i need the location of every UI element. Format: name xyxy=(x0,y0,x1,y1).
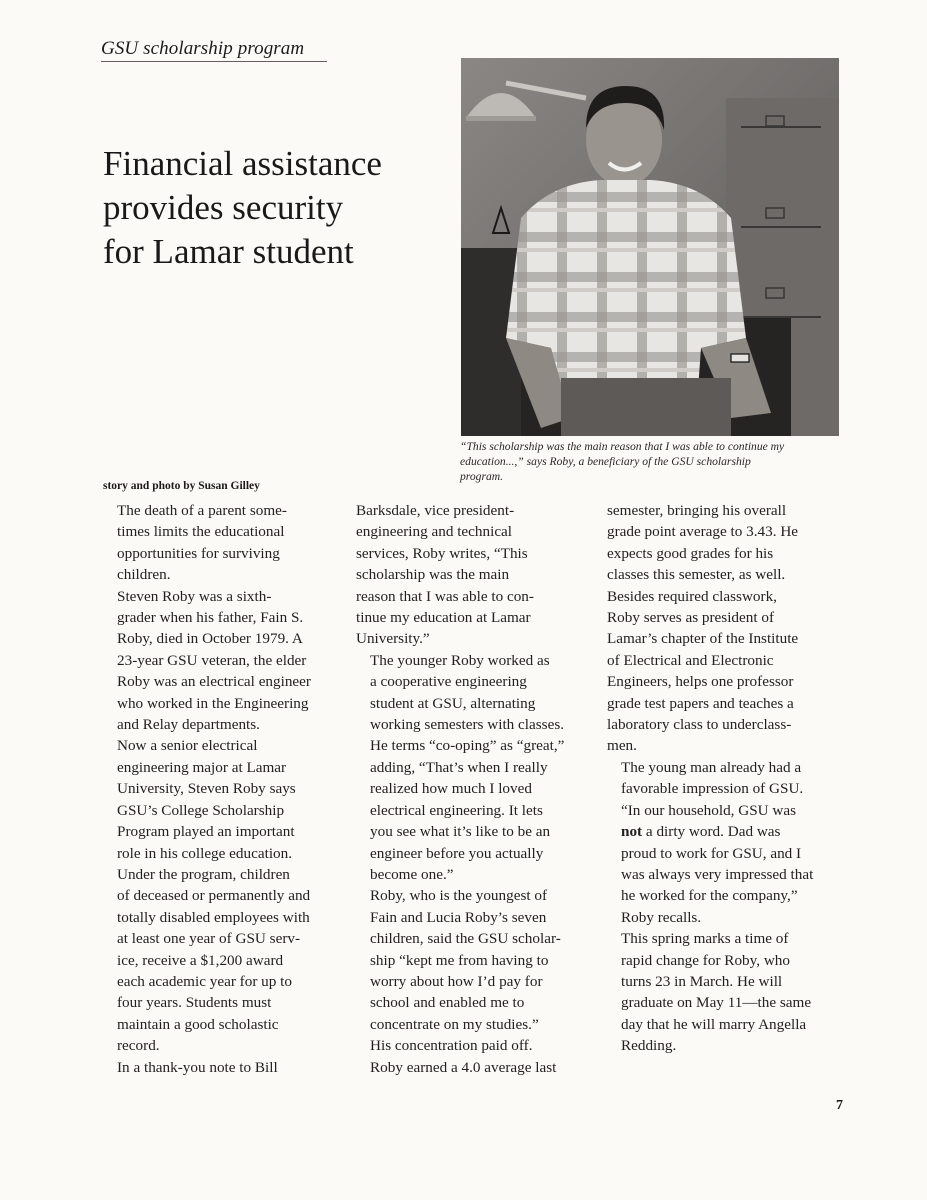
text-line: Steven Roby was a sixth- xyxy=(117,587,272,605)
text-line: expects good grades for his xyxy=(607,544,774,562)
text-line: who worked in the Engineering xyxy=(117,694,309,712)
text-line: services, Roby writes, “This xyxy=(356,544,528,562)
article-column-1 xyxy=(103,500,343,1078)
text-line: semester, bringing his overall xyxy=(607,502,787,519)
text-line: scholarship was the main xyxy=(356,566,510,584)
article-photo xyxy=(461,58,839,436)
caption-line: program. xyxy=(460,470,504,483)
text-line: engineering and technical xyxy=(356,523,513,541)
text-line: 23-year GSU veteran, the elder xyxy=(117,651,307,669)
article-paragraph xyxy=(607,500,847,757)
text-line: turns 23 in March. He will xyxy=(621,972,783,990)
article-paragraph xyxy=(607,757,847,928)
text-line: His concentration paid off. xyxy=(370,1037,533,1055)
text-line: The young man already had a xyxy=(621,758,802,776)
text-line: working semesters with classes. xyxy=(370,716,565,734)
article-paragraph xyxy=(356,1035,596,1078)
text-line: engineer before you actually xyxy=(370,844,544,862)
article-column-2 xyxy=(356,500,596,1078)
text-line: he worked for the company,” xyxy=(621,887,798,905)
text-line: electrical engineering. It lets xyxy=(370,801,543,819)
text-line: University.” xyxy=(356,630,430,648)
text-line: This spring marks a time of xyxy=(621,930,789,948)
text-line: University, Steven Roby says xyxy=(117,780,296,798)
text-line: Roby was an electrical engineer xyxy=(117,673,311,691)
headline-line: provides security xyxy=(103,188,344,227)
article-paragraph xyxy=(103,735,343,863)
text-line: Fain and Lucia Roby’s seven xyxy=(370,908,547,926)
text-line: totally disabled employees with xyxy=(117,908,310,926)
text-line: Roby earned a 4.0 average last xyxy=(370,1058,557,1076)
article-paragraph xyxy=(356,650,596,885)
text-line: Roby, died in October 1979. A xyxy=(117,630,303,648)
text-line: “In our household, GSU was xyxy=(621,801,797,819)
article-paragraph xyxy=(356,500,596,650)
headline-line: Financial assistance xyxy=(103,144,382,183)
text-line: laboratory class to underclass- xyxy=(607,716,792,734)
text-line: Lamar’s chapter of the Institute xyxy=(607,630,799,648)
text-line: He terms “co-oping” as “great,” xyxy=(370,737,565,755)
text-line: times limits the educational xyxy=(117,523,285,541)
byline: story and photo by Susan Gilley xyxy=(103,480,260,492)
text-line: grade test papers and teaches a xyxy=(607,694,794,712)
headline xyxy=(103,142,382,274)
text-line: favorable impression of GSU. xyxy=(621,780,804,798)
text-line: realized how much I loved xyxy=(370,780,532,798)
text-line: was always very impressed that xyxy=(621,865,814,883)
text-line: tinue my education at Lamar xyxy=(356,609,531,627)
article-paragraph xyxy=(103,864,343,1057)
text-line: opportunities for surviving xyxy=(117,544,280,562)
text-line: engineering major at Lamar xyxy=(117,758,287,776)
text-line: concentrate on my studies.” xyxy=(370,1015,539,1033)
text-line: Redding. xyxy=(621,1037,677,1055)
text-line: day that he will marry Angella xyxy=(621,1015,807,1033)
text-line: Under the program, children xyxy=(117,865,290,883)
text-line: ice, receive a $1,200 award xyxy=(117,951,284,969)
text-line: grade point average to 3.43. He xyxy=(607,523,799,541)
article-column-3 xyxy=(607,500,847,1057)
text-line: four years. Students must xyxy=(117,994,272,1012)
text-line: not a dirty word. Dad was xyxy=(621,823,781,841)
text-line: record. xyxy=(117,1037,160,1055)
emphasis: not xyxy=(621,823,643,841)
text-line: role in his college education. xyxy=(117,844,293,862)
text-line: at least one year of GSU serv- xyxy=(117,930,301,948)
text-line: a cooperative engineering xyxy=(370,673,527,691)
article-paragraph xyxy=(103,500,343,586)
text-line: ship “kept me from having to xyxy=(370,951,549,969)
text-line: men. xyxy=(607,737,637,755)
text-line: reason that I was able to con- xyxy=(356,587,534,605)
text-line: rapid change for Roby, who xyxy=(621,951,790,969)
text-line: classes this semester, as well. xyxy=(607,566,786,584)
text-line: Roby recalls. xyxy=(621,908,702,926)
text-line: Roby, who is the youngest of xyxy=(370,887,548,905)
text-line: children, said the GSU scholar- xyxy=(370,930,561,948)
text-line: The death of a parent some- xyxy=(117,502,287,519)
text-line: In a thank-you note to Bill xyxy=(117,1058,278,1076)
text-line: Roby serves as president of xyxy=(607,609,775,627)
text-line: Engineers, helps one professor xyxy=(607,673,794,691)
caption-line: education...,” says Roby, a beneficiary of the GSU scholarship xyxy=(460,455,751,468)
text-line: children. xyxy=(117,566,171,584)
caption-line: “This scholarship was the main reason that I was able to continue my xyxy=(460,440,785,453)
article-paragraph xyxy=(103,586,343,736)
text-line: Now a senior electrical xyxy=(117,737,258,755)
text-line: adding, “That’s when I really xyxy=(370,758,548,776)
text-line: school and enabled me to xyxy=(370,994,525,1012)
article-paragraph xyxy=(103,1057,343,1078)
photo-illustration xyxy=(461,58,839,436)
headline-line: for Lamar student xyxy=(103,232,354,271)
text-line: Barksdale, vice president- xyxy=(356,502,515,519)
text-line: worry about how I’d pay for xyxy=(370,972,543,990)
text-line: proud to work for GSU, and I xyxy=(621,844,802,862)
text-line: you see what it’s like to be an xyxy=(370,823,551,841)
section-label: GSU scholarship program xyxy=(101,38,327,62)
article-paragraph xyxy=(607,928,847,1056)
text-line: and Relay departments. xyxy=(117,716,260,734)
photo-caption xyxy=(460,439,850,484)
text-line: GSU’s College Scholarship xyxy=(117,801,285,819)
article-paragraph xyxy=(356,885,596,1035)
text-line: each academic year for up to xyxy=(117,972,292,990)
text-line: The younger Roby worked as xyxy=(370,651,550,669)
page-number: 7 xyxy=(836,1098,843,1113)
text-line: of deceased or permanently and xyxy=(117,887,311,905)
text-line: become one.” xyxy=(370,865,454,883)
text-line: of Electrical and Electronic xyxy=(607,651,774,669)
text-line: graduate on May 11—the same xyxy=(621,994,812,1012)
text-line: Program played an important xyxy=(117,823,295,841)
text-line: Besides required classwork, xyxy=(607,587,777,605)
text-line: grader when his father, Fain S. xyxy=(117,609,304,627)
text-line: student at GSU, alternating xyxy=(370,694,536,712)
text-line: maintain a good scholastic xyxy=(117,1015,279,1033)
